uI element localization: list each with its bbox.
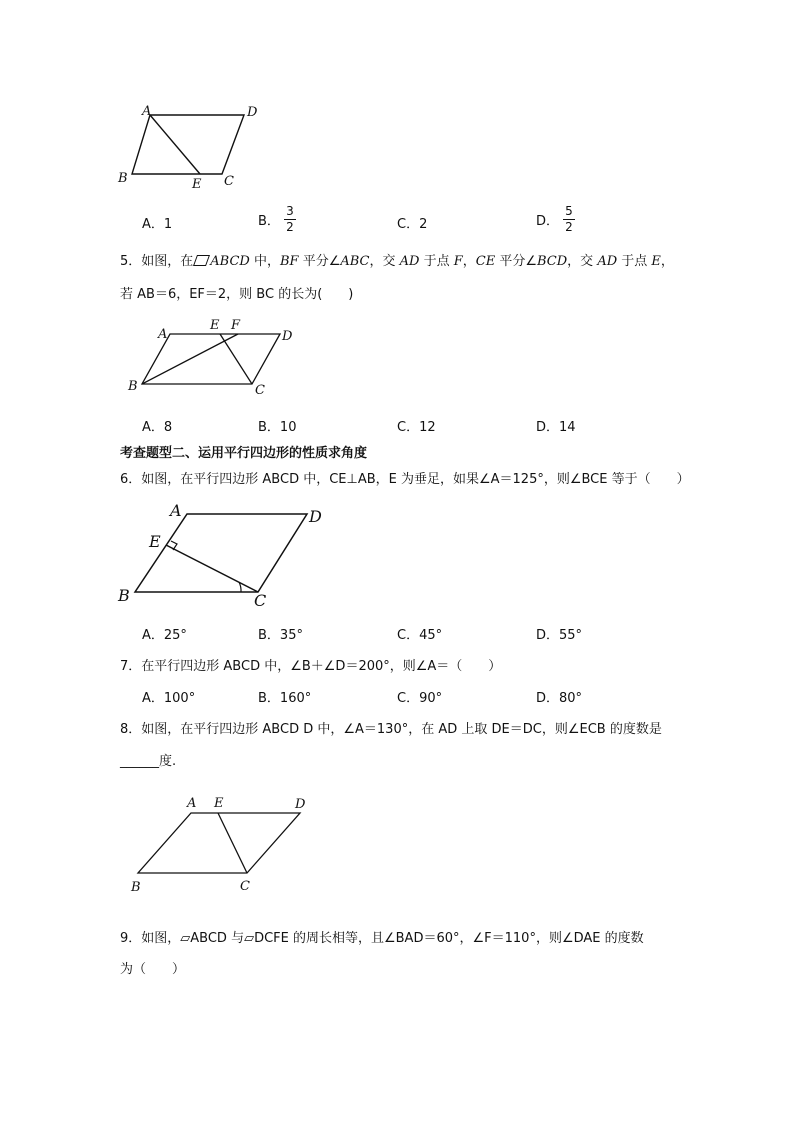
figure-q6-parallelogram	[115, 500, 327, 612]
figure-q8-parallelogram	[125, 792, 320, 897]
q4-option-b-fraction: $\frac{3}{2}$	[286, 204, 294, 234]
q7-option-c[interactable]: C．90°	[397, 691, 443, 706]
label-B: B	[131, 880, 141, 895]
q4-option-c[interactable]: C．2	[397, 217, 428, 232]
q8-text: 8．如图，在平行四边形 ABCD D 中，∠A＝130°，在 AD 上取 DE＝DC，则∠ECB 的度数是	[120, 722, 662, 737]
q4-option-b-prefix: B．	[258, 214, 280, 229]
q6-option-c[interactable]: C．45°	[397, 628, 443, 643]
q6-option-a[interactable]: A．25°	[142, 628, 187, 643]
q4-option-d[interactable]	[536, 204, 575, 235]
q4-option-a[interactable]: A．1	[142, 217, 173, 232]
q5-option-d[interactable]: D．14	[536, 420, 576, 435]
q4-option-d-prefix: D．	[536, 214, 560, 229]
q5-option-b[interactable]: B．10	[258, 420, 297, 435]
label-A: A	[142, 104, 152, 119]
figure-q4-parallelogram	[112, 100, 272, 195]
q5-option-c[interactable]: C．12	[397, 420, 436, 435]
label-D: D	[309, 507, 322, 526]
q8-answer-blank[interactable]: ______度.	[120, 754, 177, 769]
label-E: E	[214, 796, 224, 811]
q7-text: 7．在平行四边形 ABCD 中，∠B＋∠D＝200°，则∠A＝（ ）	[120, 659, 502, 674]
q5-option-a[interactable]: A．8	[142, 420, 173, 435]
q9-text-line2: 为（ ）	[120, 962, 186, 977]
label-D: D	[282, 329, 293, 344]
q4-option-d-fraction: $\frac{5}{2}$	[565, 204, 573, 234]
parallelogram-symbol-icon	[193, 255, 210, 266]
label-F: F	[231, 318, 241, 333]
label-B: B	[118, 171, 128, 186]
label-B: B	[118, 586, 130, 605]
label-D: D	[295, 797, 306, 812]
q6-option-d[interactable]: D．55°	[536, 628, 583, 643]
label-C: C	[224, 174, 234, 189]
label-A: A	[187, 796, 197, 811]
label-C: C	[240, 879, 250, 894]
label-E: E	[210, 318, 220, 333]
q7-option-b[interactable]: B．160°	[258, 691, 312, 706]
label-B: B	[128, 379, 138, 394]
q7-option-a[interactable]: A．100°	[142, 691, 196, 706]
q6-option-b[interactable]: B．35°	[258, 628, 303, 643]
q6-text: 6．如图，在平行四边形 ABCD 中，CE⊥AB，E 为垂足，如果∠A＝125°，则∠BCE 等于（ ）	[120, 472, 690, 487]
label-E: E	[149, 532, 161, 551]
label-A: A	[170, 501, 182, 520]
q7-option-d[interactable]: D．80°	[536, 691, 583, 706]
q5-text-line1: 5．如图，在 ABCD 中，BF 平分∠ABC，交 AD 于点 F，CE 平分∠BCD，交 AD 于点 E，	[120, 254, 674, 269]
figure-q5-parallelogram	[120, 314, 300, 399]
label-A: A	[158, 327, 168, 342]
label-D: D	[247, 105, 258, 120]
label-E: E	[192, 177, 202, 192]
q9-text: 9．如图，▱ABCD 与▱DCFE 的周长相等，且∠BAD＝60°，∠F＝110°，则∠DAE 的度数	[120, 931, 644, 946]
label-C: C	[254, 591, 267, 610]
q4-option-b[interactable]	[258, 204, 296, 235]
section-heading: 考查题型二、运用平行四边形的性质求角度	[120, 446, 368, 461]
q5-text-line2: 若 AB＝6，EF＝2，则 BC 的长为( )	[120, 287, 354, 302]
label-C: C	[255, 383, 265, 398]
